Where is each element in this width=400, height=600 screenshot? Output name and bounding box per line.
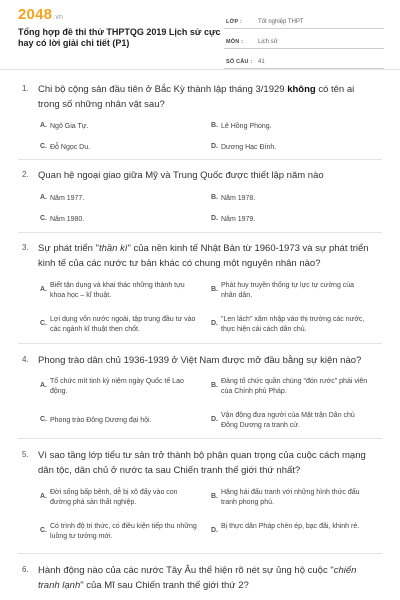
- question-text-part: " của nền kinh tế Nhật Bản từ 1960-1973 và sự phát triển kinh tế của các nước tư bản khác có chung một nguyên nhân nào?: [38, 243, 369, 269]
- option-text: Dương Hạc Đính.: [221, 144, 277, 151]
- question-text-part: Chi bộ cộng sản đầu tiên ở Bắc Kỳ thành lập tháng 3/1929: [38, 84, 288, 95]
- exam-title: Tổng hợp đề thi thử THPTQG 2019 Lịch sử cực hay có lời giải chi tiết (P1): [18, 27, 221, 48]
- option-text: Hăng hái đấu tranh với những hình thức đấu tranh phong phú.: [221, 489, 360, 506]
- option-text: Năm 1979.: [221, 216, 256, 223]
- question-number: 6.: [22, 565, 29, 574]
- question-text: Vì sao tầng lớp tiểu tư sản trở thành bộ phận quan trọng của cuộc cách mạng dân tộc, dân chủ ở nước ta sau Chiến tranh thế giới thứ nhất?: [38, 450, 366, 476]
- meta-row-subject: [224, 32, 384, 49]
- option-letter: D.: [211, 527, 218, 534]
- option-text: "Len lách" xâm nhập vào thị trường các nước, thực hiện cải cách dân chủ.: [221, 316, 365, 333]
- option-letter: B.: [211, 122, 218, 129]
- question-number: 3.: [22, 243, 29, 252]
- option-letter: B.: [211, 382, 218, 389]
- meta-label: SỐ CÂU :: [226, 59, 253, 65]
- option-letter: A.: [40, 382, 47, 389]
- logo-text: 2048: [18, 6, 53, 23]
- page-header: [0, 0, 400, 66]
- option-letter: C.: [40, 215, 47, 222]
- option-text: Biết tận dụng và khai thác những thành tựu khoa học – kĩ thuật.: [50, 282, 185, 299]
- question-text-italic: thần kì: [98, 243, 128, 254]
- question-text: Quan hệ ngoại giao giữa Mỹ và Trung Quốc được thiết lập năm nào: [38, 170, 324, 181]
- question-number: 1.: [22, 84, 29, 93]
- option-letter: B.: [211, 286, 218, 293]
- option-text: Tổ chức mít tinh kỷ niệm ngày Quốc tế Lao động.: [50, 378, 184, 395]
- option-letter: B.: [211, 194, 218, 201]
- option-letter: C.: [40, 527, 47, 534]
- option-text: Lê Hồng Phong.: [221, 123, 272, 130]
- question-text-part: Sự phát triển ": [38, 243, 99, 254]
- question-text-italic: chiến tranh lạnh: [38, 565, 357, 591]
- site-logo[interactable]: [18, 6, 63, 23]
- question-separator: [18, 553, 382, 554]
- option-text: Vận động đưa người của Mặt trận Dân chủ Đông Dương ra tranh cử.: [221, 412, 355, 429]
- option-text: Bị thực dân Pháp chèn ép, bạc đãi, khinh rẻ.: [221, 523, 360, 530]
- question-separator: [18, 438, 382, 439]
- question-text-part: Hành động nào của các nước Tây Âu thể hiện rõ nét sự ủng hộ cuộc ": [38, 565, 334, 576]
- question-separator: [18, 159, 382, 160]
- option-text: Lợi dụng vốn nước ngoài, tập trung đầu tư vào các ngành kĩ thuật then chốt.: [50, 316, 196, 333]
- meta-value: 41: [258, 59, 265, 65]
- option-letter: C.: [40, 320, 47, 327]
- option-letter: C.: [40, 143, 47, 150]
- option-text: Ngô Gia Tự.: [50, 123, 89, 130]
- option-text: Có trình độ tri thức, có điều kiện tiếp thu những luồng tư tưởng mới.: [50, 523, 197, 540]
- question-number: 4.: [22, 355, 29, 364]
- meta-label: LỚP :: [226, 19, 242, 25]
- question-text-part: " của Mĩ sau Chiến tranh thế giới thứ 2?: [80, 580, 249, 591]
- meta-row-class: [224, 12, 384, 29]
- option-letter: A.: [40, 286, 47, 293]
- question-text-part: có tên ai trong số những nhân vật sau?: [38, 84, 355, 110]
- option-text: Năm 1977.: [50, 195, 85, 202]
- option-text: Đỗ Ngọc Du.: [50, 144, 91, 151]
- option-letter: C.: [40, 416, 47, 423]
- option-text: Phong trào Đông Dương đại hội.: [50, 417, 152, 424]
- question-separator: [18, 343, 382, 344]
- question-text: [38, 82, 378, 112]
- option-letter: B.: [211, 493, 218, 500]
- option-text: Năm 1980.: [50, 216, 85, 223]
- option-letter: A.: [40, 194, 47, 201]
- question-text: [38, 241, 378, 271]
- option-letter: A.: [40, 122, 47, 129]
- question-number: 5.: [22, 450, 29, 459]
- option-letter: D.: [211, 143, 218, 150]
- option-letter: D.: [211, 320, 218, 327]
- meta-label: MÔN :: [226, 39, 244, 45]
- option-text: Đời sống bấp bênh, dễ bị xô đẩy vào con đường phá sản thất nghiệp.: [50, 489, 178, 506]
- option-letter: D.: [211, 416, 218, 423]
- header-divider: [0, 69, 400, 70]
- question-separator: [18, 232, 382, 233]
- logo-suffix: .vn: [53, 14, 64, 21]
- question-text-bold: không: [287, 84, 316, 95]
- exam-meta: [224, 12, 384, 69]
- meta-value: Tốt nghiệp THPT: [258, 19, 304, 25]
- option-text: Đảng tổ chức quần chúng "đón rước" phái viên của Chính phủ Pháp.: [221, 378, 368, 395]
- option-letter: A.: [40, 493, 47, 500]
- question-text: Phong trào dân chủ 1936-1939 ở Việt Nam được mở đầu bằng sự kiện nào?: [38, 355, 362, 366]
- meta-row-count: [224, 52, 384, 69]
- option-text: Năm 1978.: [221, 195, 256, 202]
- question-text: [38, 563, 378, 593]
- question-number: 2.: [22, 170, 29, 179]
- option-text: Phát huy truyền thống tự lực tự cường của nhân dân.: [221, 282, 355, 299]
- meta-value: Lịch sử: [258, 39, 278, 45]
- option-letter: D.: [211, 215, 218, 222]
